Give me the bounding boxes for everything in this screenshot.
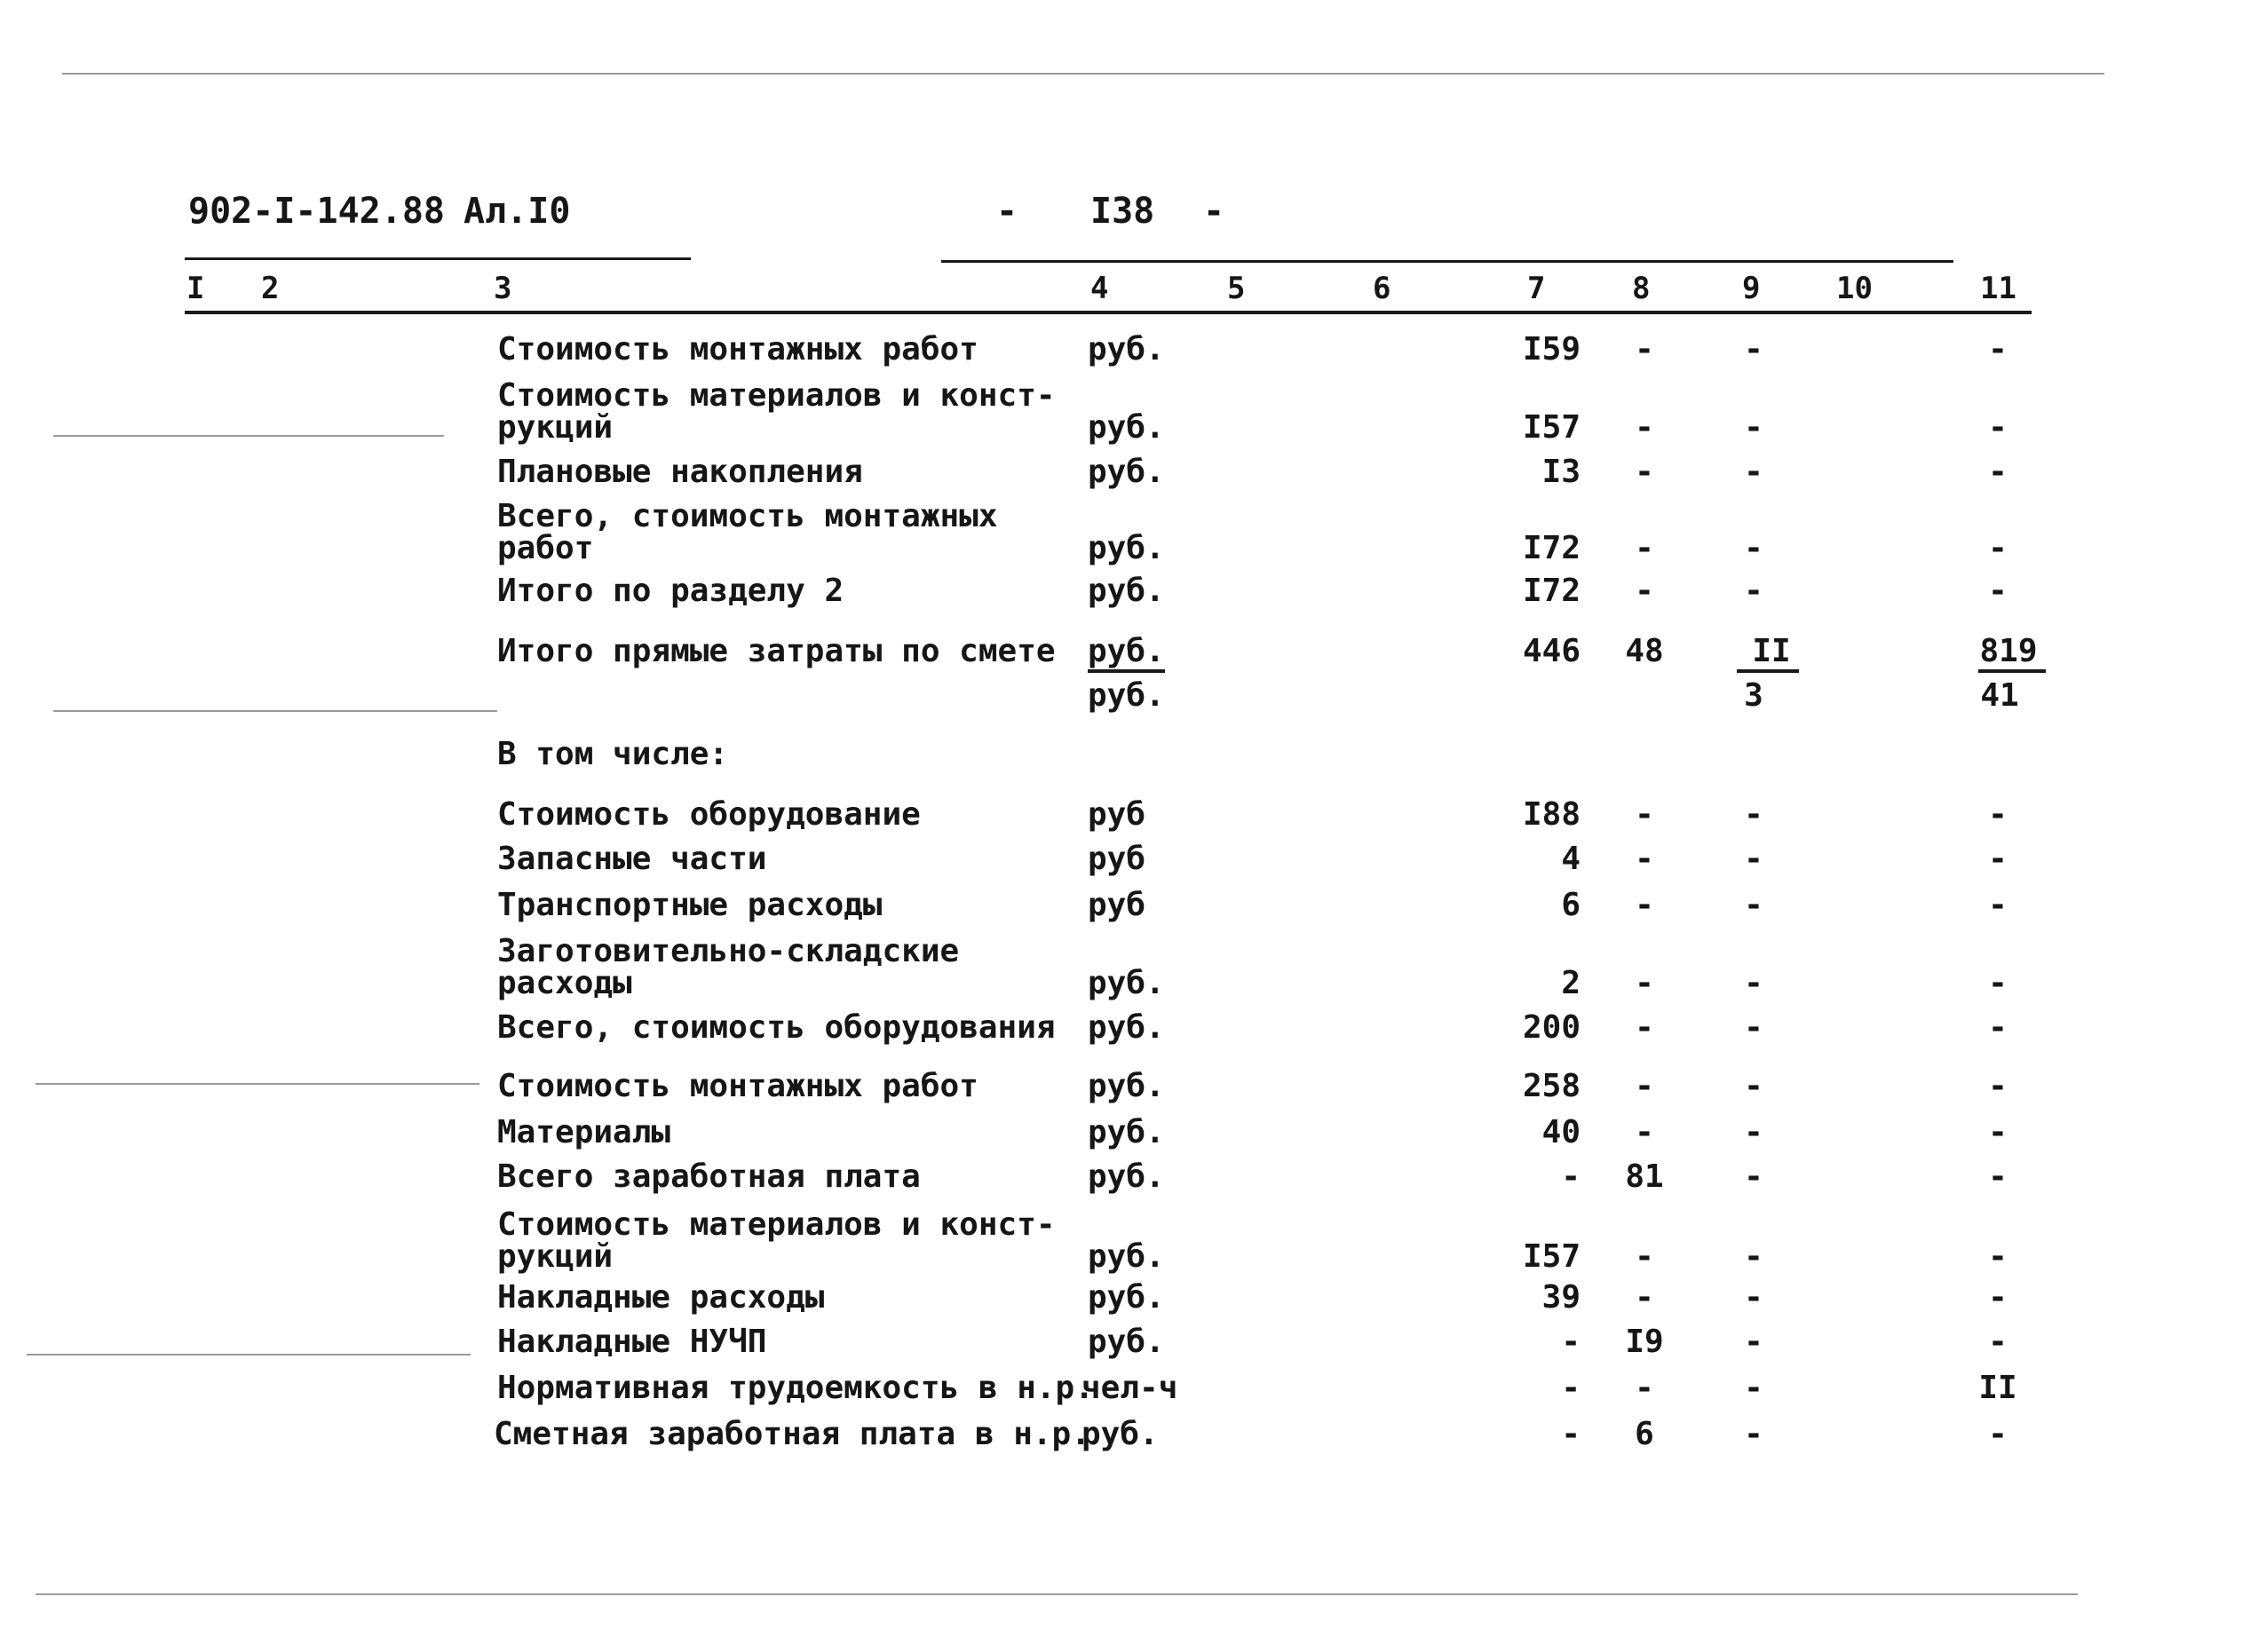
column-number: 8 xyxy=(1632,271,1651,306)
row-name: Стоимость монтажных работ xyxy=(497,331,978,368)
column-number: 2 xyxy=(261,271,280,306)
cell-col9: - xyxy=(1744,1324,1763,1360)
column-header-rule xyxy=(185,311,2032,314)
cell-col8: - xyxy=(1635,573,1654,609)
cell-col9: - xyxy=(1744,1279,1763,1316)
row-unit: руб. xyxy=(1088,1238,1165,1275)
fraction-rule xyxy=(1737,669,1799,673)
cell-col11: - xyxy=(1988,796,2008,833)
column-number: 4 xyxy=(1090,271,1109,306)
section-heading: В том числе: xyxy=(497,736,729,772)
cell-col11: - xyxy=(1988,331,2008,368)
cell-col9: - xyxy=(1744,331,1763,368)
cell-col8: - xyxy=(1635,1370,1654,1406)
cell-col11: - xyxy=(1988,454,2008,490)
row-unit: руб. xyxy=(1088,1068,1165,1104)
scan-artifact-line xyxy=(62,73,2104,75)
cell-col9: - xyxy=(1744,1370,1763,1406)
cell-col8: - xyxy=(1635,796,1654,833)
cell-col7: I88 xyxy=(1522,796,1581,833)
cell-col11: - xyxy=(1988,965,2008,1001)
cell-col8: I9 xyxy=(1625,1324,1664,1360)
row-unit: руб. xyxy=(1088,331,1165,368)
cell-col9: II xyxy=(1752,633,1791,669)
row-unit: руб xyxy=(1088,841,1146,877)
row-name: Накладные НУЧП xyxy=(497,1324,767,1360)
cell-col9: - xyxy=(1744,841,1763,877)
cell-col9: - xyxy=(1744,887,1763,923)
column-number: 3 xyxy=(494,271,512,306)
cell-col9: - xyxy=(1744,1158,1763,1195)
cell-col8: 6 xyxy=(1635,1416,1654,1452)
cell-col11: - xyxy=(1988,1324,2008,1360)
row-name: Сметная заработная плата в н.р. xyxy=(494,1416,1090,1452)
scan-artifact-line xyxy=(36,1083,479,1085)
cell-col11: - xyxy=(1988,887,2008,923)
row-name: Всего, стоимость оборудования xyxy=(497,1009,1056,1046)
cell-col9: - xyxy=(1744,1009,1763,1046)
row-name: Накладные расходы xyxy=(497,1279,825,1316)
cell-col11: - xyxy=(1988,841,2008,877)
row-name: Плановые накопления xyxy=(497,454,863,490)
row-name: Запасные части xyxy=(497,841,767,877)
cell-col8: - xyxy=(1635,454,1654,490)
cell-col11: - xyxy=(1988,1114,2008,1150)
row-unit: руб. xyxy=(1088,636,1165,673)
cell-col7: 200 xyxy=(1522,1009,1581,1046)
cell-col9: - xyxy=(1744,965,1763,1001)
column-number: 11 xyxy=(1980,271,2016,306)
page-dash-right: - xyxy=(1203,191,1225,232)
cell-col7: - xyxy=(1561,1416,1581,1452)
cell-col8: - xyxy=(1635,331,1654,368)
cell-col9: - xyxy=(1744,409,1763,446)
fraction-rule xyxy=(1978,669,2046,673)
cell-col9: - xyxy=(1744,530,1763,566)
scan-artifact-line xyxy=(53,710,497,712)
scan-artifact-line xyxy=(27,1354,471,1356)
column-number: I xyxy=(186,271,205,306)
row-unit: руб. xyxy=(1088,409,1165,446)
row-name: Всего заработная плата xyxy=(497,1158,921,1195)
cell-col9: - xyxy=(1744,796,1763,833)
cell-col7: 39 xyxy=(1541,1279,1581,1316)
header-rule xyxy=(185,257,691,260)
row-unit: руб. xyxy=(1088,1158,1165,1195)
cell-col11: - xyxy=(1988,1416,2008,1452)
row-unit: руб. xyxy=(1081,1416,1159,1452)
cell-col8: - xyxy=(1635,1114,1654,1150)
row-name: Транспортные расходы xyxy=(497,887,883,923)
cell-col7: I72 xyxy=(1522,530,1581,566)
cell-col8: - xyxy=(1635,1238,1654,1275)
cell-col7: I3 xyxy=(1541,454,1581,490)
cell-col8: - xyxy=(1635,530,1654,566)
sheet-label: Ал.I0 xyxy=(463,191,571,232)
cell-col8: - xyxy=(1635,1279,1654,1316)
cell-col11: 41 xyxy=(1980,677,2019,714)
cell-col9: - xyxy=(1744,1238,1763,1275)
cell-col7: I59 xyxy=(1522,331,1581,368)
cell-col9: - xyxy=(1744,454,1763,490)
row-name: Итого по разделу 2 xyxy=(497,573,844,609)
row-unit: руб. xyxy=(1088,965,1165,1001)
column-number: 6 xyxy=(1373,271,1391,306)
cell-col11: 819 xyxy=(1979,633,2038,669)
row-name: Итого прямые затраты по смете xyxy=(497,633,1056,669)
cell-col11: - xyxy=(1988,1009,2008,1046)
cell-col7: 40 xyxy=(1541,1114,1581,1150)
row-name: Всего, стоимость монтажных работ xyxy=(497,498,998,566)
row-unit: руб. xyxy=(1088,454,1165,490)
cell-col11: - xyxy=(1988,1279,2008,1316)
document-code: 902-I-142.88 xyxy=(188,191,445,232)
cell-col9: - xyxy=(1744,1068,1763,1104)
row-unit: руб. xyxy=(1088,1324,1165,1360)
row-unit: руб. xyxy=(1088,1114,1165,1150)
cell-col7: 2 xyxy=(1561,965,1581,1001)
row-unit: руб. xyxy=(1088,677,1165,714)
cell-col8: - xyxy=(1635,409,1654,446)
cell-col11: - xyxy=(1988,409,2008,446)
row-name: Стоимость монтажных работ xyxy=(497,1068,978,1104)
cell-col7: 446 xyxy=(1522,633,1581,669)
cell-col11: - xyxy=(1988,1158,2008,1195)
cell-col8: - xyxy=(1635,887,1654,923)
cell-col7: I57 xyxy=(1522,1238,1581,1275)
cell-col8: 48 xyxy=(1625,633,1664,669)
cell-col8: 81 xyxy=(1625,1158,1664,1195)
cell-col11: - xyxy=(1988,530,2008,566)
row-name: Материалы xyxy=(497,1114,671,1150)
cell-col8: - xyxy=(1635,1068,1654,1104)
row-unit: чел-ч xyxy=(1081,1370,1178,1406)
column-number: 5 xyxy=(1227,271,1246,306)
cell-col7: 6 xyxy=(1561,887,1581,923)
row-unit: руб. xyxy=(1088,1279,1165,1316)
cell-col9: - xyxy=(1744,1416,1763,1452)
cell-col11: - xyxy=(1988,1068,2008,1104)
cell-col11: II xyxy=(1978,1370,2017,1406)
cell-col11: - xyxy=(1988,1238,2008,1275)
row-name: Стоимость материалов и конст- рукций xyxy=(497,377,1056,446)
column-number: 7 xyxy=(1527,271,1546,306)
cell-col7: I57 xyxy=(1522,409,1581,446)
header-rule xyxy=(941,260,1953,263)
cell-col8: - xyxy=(1635,841,1654,877)
cell-col8: - xyxy=(1635,965,1654,1001)
row-unit: руб xyxy=(1088,796,1146,833)
cell-col7: I72 xyxy=(1522,573,1581,609)
column-number: 10 xyxy=(1836,271,1873,306)
row-unit: руб. xyxy=(1088,530,1165,566)
row-name: Заготовительно-складские расходы xyxy=(497,933,960,1001)
row-unit: руб. xyxy=(1088,573,1165,609)
cell-col7: 258 xyxy=(1522,1068,1581,1104)
cell-col11: - xyxy=(1988,573,2008,609)
row-name: Стоимость оборудование xyxy=(497,796,921,833)
row-name: Стоимость материалов и конст- рукций xyxy=(497,1206,1056,1275)
row-name: Нормативная трудоемкость в н.р. xyxy=(497,1370,1094,1406)
cell-col7: - xyxy=(1561,1324,1581,1360)
cell-col9: - xyxy=(1744,573,1763,609)
cell-col9: - xyxy=(1744,1114,1763,1150)
cell-col7: - xyxy=(1561,1158,1581,1195)
cell-col8: - xyxy=(1635,1009,1654,1046)
column-number: 9 xyxy=(1742,271,1761,306)
scan-artifact-line xyxy=(53,435,444,437)
page-dash-left: - xyxy=(996,191,1018,232)
scan-artifact-line xyxy=(36,1593,2078,1595)
cell-col7: 4 xyxy=(1561,841,1581,877)
cell-col9: 3 xyxy=(1744,677,1763,714)
row-unit: руб. xyxy=(1088,1009,1165,1046)
page-number: I38 xyxy=(1090,191,1155,232)
cell-col7: - xyxy=(1561,1370,1581,1406)
row-unit: руб xyxy=(1088,887,1146,923)
